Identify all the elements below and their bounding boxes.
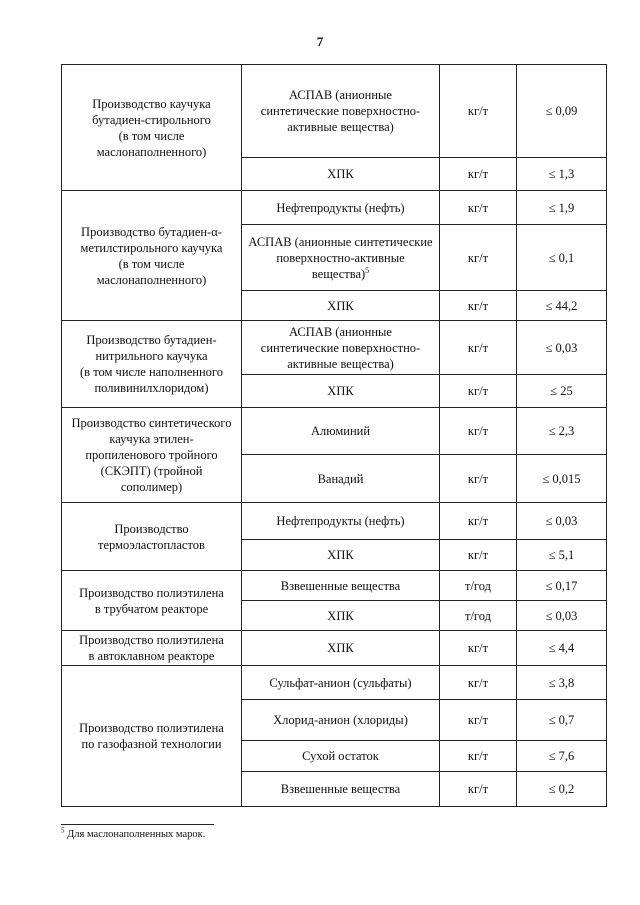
substance-cell: Нефтепродукты (нефть)	[242, 503, 440, 540]
substance-cell: ХПК	[242, 540, 440, 571]
page-number: 7	[316, 34, 324, 49]
substance-cell: ХПК	[242, 291, 440, 321]
production-cell: Производство каучука бутадиен-стирольного (в том числе маслонаполненного)	[62, 65, 242, 191]
substance-cell: Взвешенные вещества	[242, 571, 440, 601]
value-cell: ≤ 0,1	[517, 225, 607, 291]
unit-cell: кг/т	[440, 191, 517, 225]
substance-cell: Хлорид-анион (хлориды)	[242, 700, 440, 741]
unit-cell: кг/т	[440, 631, 517, 666]
substance-text: АСПАВ (анионные синтетические поверхностно-активные вещества)	[248, 234, 433, 281]
unit-cell: кг/т	[440, 375, 517, 408]
unit-cell: кг/т	[440, 158, 517, 191]
unit-cell: кг/т	[440, 503, 517, 540]
value-cell: ≤ 0,17	[517, 571, 607, 601]
unit-cell: кг/т	[440, 666, 517, 700]
unit-cell: кг/т	[440, 65, 517, 158]
value-cell: ≤ 5,1	[517, 540, 607, 571]
footnote-text: Для маслонаполненных марок.	[67, 829, 206, 840]
substance-cell: ХПК	[242, 631, 440, 666]
substance-cell: АСПАВ (анионные синтетические поверхностно- активные вещества)	[242, 321, 440, 375]
footnote-mark: 5	[61, 826, 65, 835]
substance-cell: Ванадий	[242, 455, 440, 503]
value-cell: ≤ 3,8	[517, 666, 607, 700]
unit-cell: т/год	[440, 601, 517, 631]
value-cell: ≤ 0,2	[517, 772, 607, 807]
table-row	[62, 631, 607, 666]
substance-cell: АСПАВ (анионные синтетические поверхностно- активные вещества)	[242, 65, 440, 158]
production-cell: Производство бутадиен-α- метилстирольного каучука (в том числе маслонаполненного)	[62, 191, 242, 321]
value-cell: ≤ 1,3	[517, 158, 607, 191]
substance-cell: Взвешенные вещества	[242, 772, 440, 807]
substance-cell: Сульфат-анион (сульфаты)	[242, 666, 440, 700]
value-cell: ≤ 0,03	[517, 321, 607, 375]
substance-cell: Алюминий	[242, 408, 440, 455]
unit-cell: кг/т	[440, 540, 517, 571]
value-cell: ≤ 2,3	[517, 408, 607, 455]
value-cell: ≤ 0,03	[517, 503, 607, 540]
value-cell: ≤ 0,7	[517, 700, 607, 741]
substance-cell: ХПК	[242, 158, 440, 191]
unit-cell: кг/т	[440, 700, 517, 741]
production-cell: Производство термоэластопластов	[62, 503, 242, 571]
value-cell: ≤ 0,09	[517, 65, 607, 158]
substance-cell: ХПК	[242, 601, 440, 631]
substance-cell: Нефтепродукты (нефть)	[242, 191, 440, 225]
production-cell: Производство полиэтилена по газофазной технологии	[62, 666, 242, 807]
value-cell: ≤ 25	[517, 375, 607, 408]
footnote-divider	[61, 824, 214, 825]
table-row	[62, 65, 607, 158]
unit-cell: кг/т	[440, 225, 517, 291]
unit-cell: кг/т	[440, 321, 517, 375]
unit-cell: кг/т	[440, 408, 517, 455]
value-cell: ≤ 44,2	[517, 291, 607, 321]
table-row	[62, 503, 607, 540]
unit-cell: кг/т	[440, 455, 517, 503]
value-cell: ≤ 0,015	[517, 455, 607, 503]
unit-cell: кг/т	[440, 291, 517, 321]
table-row	[62, 321, 607, 375]
production-cell: Производство полиэтилена в автоклавном реакторе	[62, 631, 242, 666]
value-cell: ≤ 4,4	[517, 631, 607, 666]
table-row	[62, 666, 607, 700]
footnote	[61, 826, 206, 840]
production-cell: Производство бутадиен- нитрильного каучука (в том числе наполненного поливинилхлоридом)	[62, 321, 242, 408]
substance-cell	[242, 225, 440, 291]
value-cell: ≤ 1,9	[517, 191, 607, 225]
table-row	[62, 571, 607, 601]
value-cell: ≤ 7,6	[517, 741, 607, 772]
table-row	[62, 408, 607, 455]
substance-cell: ХПК	[242, 375, 440, 408]
footnote-ref: 5	[365, 265, 370, 275]
table-row	[62, 191, 607, 225]
substance-cell: Сухой остаток	[242, 741, 440, 772]
production-cell: Производство полиэтилена в трубчатом реакторе	[62, 571, 242, 631]
standards-table	[61, 64, 607, 807]
unit-cell: кг/т	[440, 741, 517, 772]
unit-cell: кг/т	[440, 772, 517, 807]
value-cell: ≤ 0,03	[517, 601, 607, 631]
unit-cell: т/год	[440, 571, 517, 601]
production-cell: Производство синтетического каучука этилен- пропиленового тройного (СКЭПТ) (тройной сополимер)	[62, 408, 242, 503]
